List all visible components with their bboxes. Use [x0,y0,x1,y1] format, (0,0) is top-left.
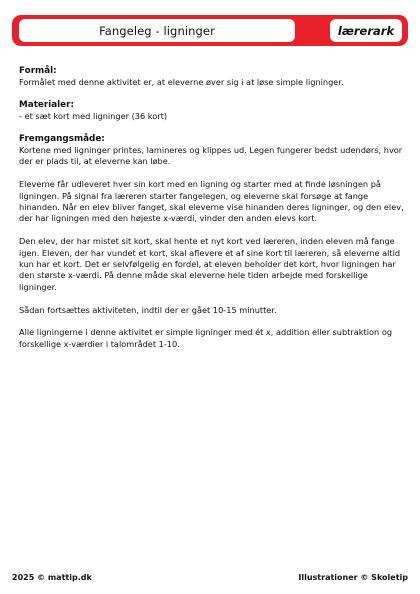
page-title [19,19,295,42]
role-label [330,19,402,42]
page-title-text: Fangeleg - ligninger [99,23,215,38]
footer-illustration-credit: Illustrationer © Skoletip [298,573,408,582]
paragraph: Sådan fortsættes aktiviteten, indtil der er gået 10-15 minutter. [19,304,277,315]
section-heading: Materialer: [19,99,74,110]
main-content [19,66,404,361]
section-fremgangsmaade [19,134,404,351]
paragraph: Eleverne får udleveret hver sin kort med en ligning og starter med at finde løsningen på ligningen. På signal fra læreren starter fangelegen, og eleverne skal forsøge at fange hinanden. Når en elev bliver fanget, skal eleverne vise hinanden deres ligninger, og den elev, der har ligningen med den højeste x-værdi, vinder den anden elevs kort. [19,179,404,224]
paragraph: Den elev, der har mistet sit kort, skal hente et nyt kort ved læreren, inden eleven må fange igen. Eleven, der har vundet et kort, skal aflevere et af sine kort til læreren, så eleverne altid kun har et kort. Det er selvfølgelig en fordel, at eleven beholder det kort, hvor ligningen har den største x-værdi. På denne måde skal eleverne hele tiden arbejde med forskellige ligninger. [19,236,401,292]
section-text: Formålet med denne aktivitet er, at eleverne øver sig i at løse simple ligninger. [19,77,344,88]
section-heading: Fremgangsmåde: [19,133,105,144]
footer-copyright: 2025 © mattip.dk [12,573,92,582]
role-label-text: lærerark [337,23,395,38]
section-materialer [19,100,404,123]
paragraph: Kortene med ligninger printes, lamineres og klippes ud. Legen fungerer bedst udendørs, hvor der er plads til, at eleverne kan løbe. [19,145,403,167]
section-text: - et sæt kort med ligninger (36 kort) [19,111,168,122]
section-formaal [19,66,404,89]
paragraph: Alle ligningerne i denne aktivitet er simple ligninger med ét x, addition eller subtraktion og forskellige x-værdier i talområdet 1-10. [19,327,393,349]
section-heading: Formål: [19,66,57,76]
